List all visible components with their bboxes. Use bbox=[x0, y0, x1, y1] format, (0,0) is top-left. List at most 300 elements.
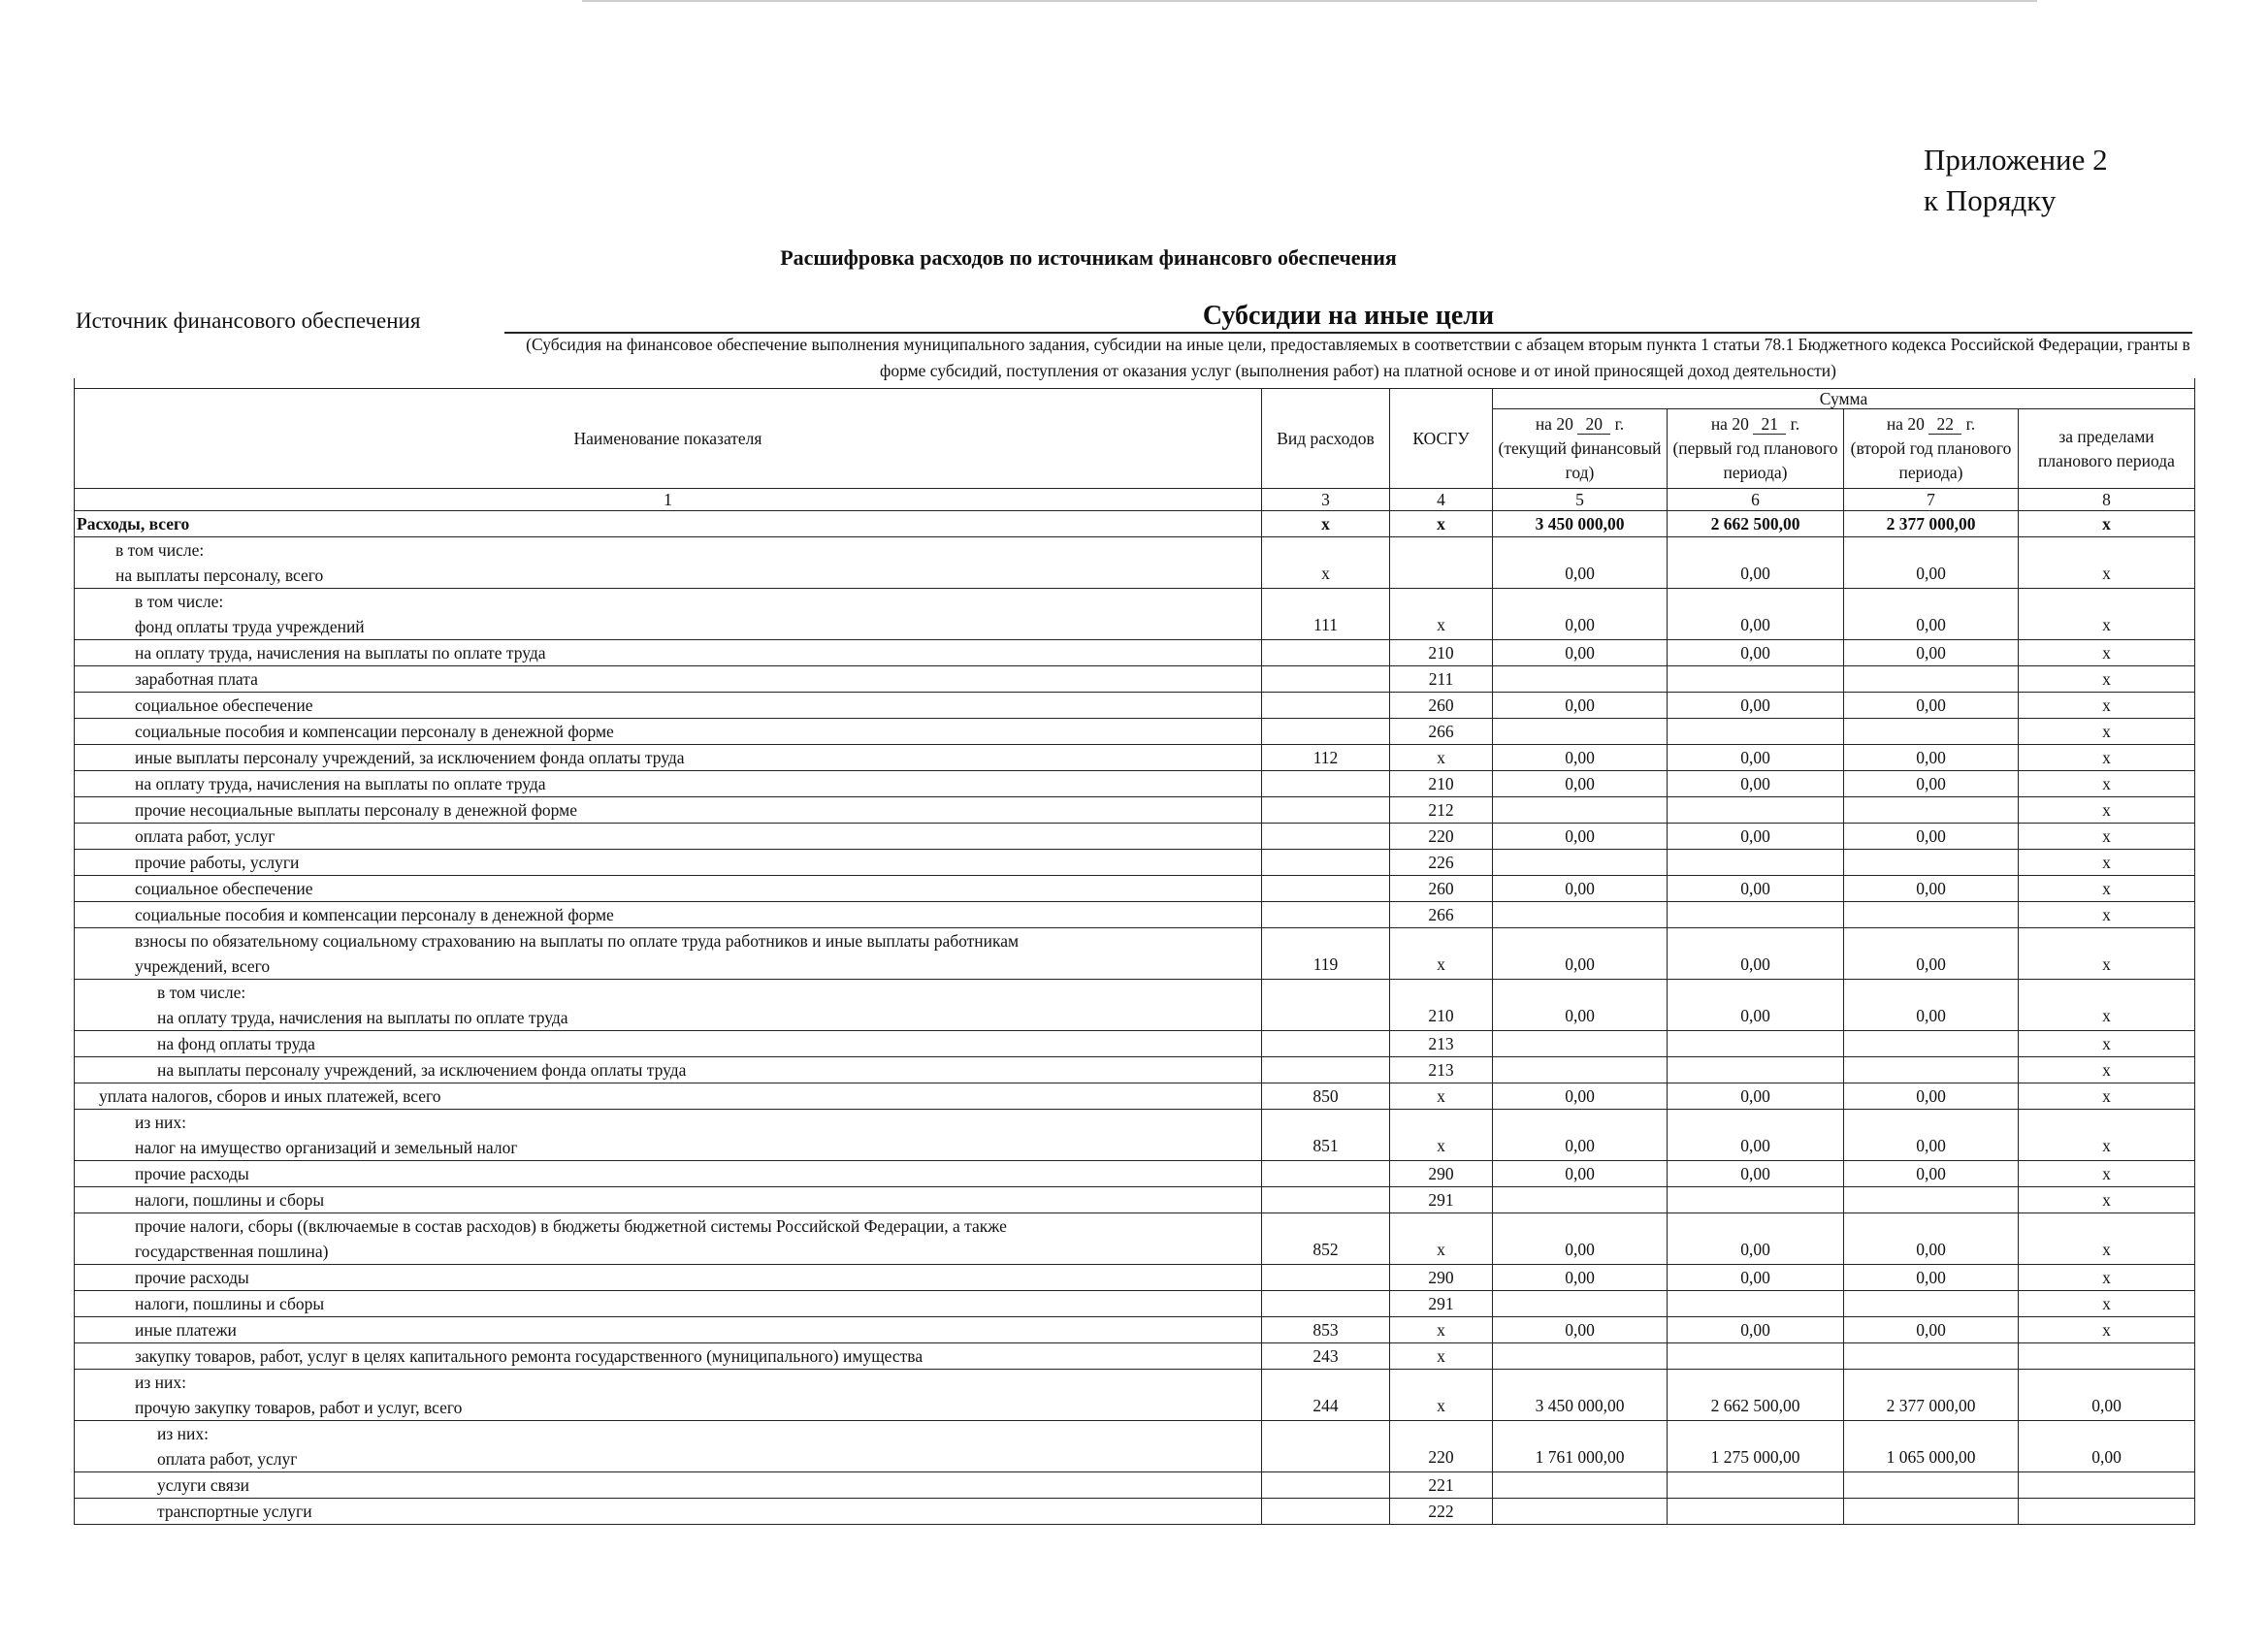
row-s4-cell: x bbox=[2019, 1265, 2195, 1291]
expenses-table bbox=[74, 378, 2195, 1525]
table-row bbox=[75, 1472, 2195, 1499]
row-name-cell bbox=[75, 1291, 1262, 1317]
row-s4-cell: 0,00 bbox=[2019, 1421, 2195, 1472]
row-s4-cell: x bbox=[2019, 589, 2195, 640]
col-number: 8 bbox=[2019, 489, 2195, 511]
table-row bbox=[75, 1343, 2195, 1370]
table-row bbox=[75, 928, 2195, 980]
appendix-line-2: к Порядку bbox=[1924, 183, 2057, 217]
table-row bbox=[75, 850, 2195, 876]
row-name: налоги, пошлины и сборы bbox=[135, 1294, 325, 1313]
row-name: оплата работ, услуг bbox=[157, 1449, 298, 1469]
row-name-cell bbox=[75, 1499, 1262, 1525]
row-name: налог на имущество организаций и земельный налог bbox=[135, 1138, 518, 1157]
row-s4-cell: x bbox=[2019, 771, 2195, 797]
row-pre-label: в том числе: bbox=[115, 540, 205, 560]
row-s3-cell: 0,00 bbox=[1844, 693, 2019, 719]
funding-source-label: Источник финансового обеспечения bbox=[76, 308, 421, 333]
row-s4-cell: x bbox=[2019, 1031, 2195, 1057]
header-number-row bbox=[75, 489, 2195, 511]
row-kosgu-cell bbox=[1390, 537, 1493, 589]
row-name-cell bbox=[75, 824, 1262, 850]
row-s4-cell: x bbox=[2019, 876, 2195, 902]
row-name-cell bbox=[75, 719, 1262, 745]
row-vid-cell bbox=[1262, 1187, 1390, 1213]
row-vid-cell bbox=[1262, 1291, 1390, 1317]
row-s2-cell bbox=[1668, 1031, 1844, 1057]
row-name-cell bbox=[75, 511, 1262, 537]
row-name-cell bbox=[75, 928, 1262, 980]
row-name: уплата налогов, сборов и иных платежей, всего bbox=[99, 1086, 441, 1106]
row-s1-cell: 1 761 000,00 bbox=[1493, 1421, 1668, 1472]
row-vid-cell: 111 bbox=[1262, 589, 1390, 640]
row-s4-cell bbox=[2019, 1499, 2195, 1525]
row-s2-cell bbox=[1668, 850, 1844, 876]
row-name-cell bbox=[75, 1421, 1262, 1472]
row-kosgu-cell: 220 bbox=[1390, 824, 1493, 850]
row-vid-cell: 243 bbox=[1262, 1343, 1390, 1370]
row-s1-cell: 0,00 bbox=[1493, 537, 1668, 589]
appendix-line-1: Приложение 2 bbox=[1924, 143, 2108, 177]
row-name-cell bbox=[75, 666, 1262, 693]
row-s1-cell bbox=[1493, 666, 1668, 693]
row-vid-cell: 850 bbox=[1262, 1083, 1390, 1110]
row-s2-cell bbox=[1668, 797, 1844, 824]
row-s1-cell: 0,00 bbox=[1493, 589, 1668, 640]
scan-edge-line bbox=[582, 0, 2037, 2]
row-name-cell bbox=[75, 850, 1262, 876]
col-number: 3 bbox=[1262, 489, 1390, 511]
row-name-cell bbox=[75, 1057, 1262, 1083]
row-s3-cell: 2 377 000,00 bbox=[1844, 511, 2019, 537]
row-s2-cell bbox=[1668, 1187, 1844, 1213]
row-name: услуги связи bbox=[157, 1475, 250, 1495]
row-s1-cell bbox=[1493, 1187, 1668, 1213]
row-s3-cell bbox=[1844, 850, 2019, 876]
row-s2-cell: 0,00 bbox=[1668, 1213, 1844, 1265]
row-name-cell bbox=[75, 537, 1262, 589]
col-number: 1 bbox=[75, 489, 1262, 511]
row-s1-cell bbox=[1493, 1499, 1668, 1525]
row-kosgu-cell: x bbox=[1390, 1317, 1493, 1343]
row-name-cell bbox=[75, 771, 1262, 797]
row-vid-cell bbox=[1262, 797, 1390, 824]
row-s3-cell bbox=[1844, 902, 2019, 928]
row-vid-cell bbox=[1262, 771, 1390, 797]
funding-source-note: (Субсидия на финансовое обеспечение выполнения муниципального задания, субсидии на иные цели, предоставляемых в соответствии с абзацем вторым пункта 1 статьи 78.1 Бюджетного кодекса Российской Федерации, гранты в форме субсидий, поступления от оказания услуг (выполнения работ) на платной основе и от иной приносящей доход деятельности) bbox=[526, 335, 2190, 380]
row-s1-cell: 0,00 bbox=[1493, 980, 1668, 1031]
col-header-year-2 bbox=[1668, 409, 1844, 489]
col-header-year-1 bbox=[1493, 409, 1668, 489]
row-s3-cell: 0,00 bbox=[1844, 640, 2019, 666]
row-name: закупку товаров, работ, услуг в целях капитального ремонта государственного (муниципального) имущества bbox=[135, 1346, 923, 1366]
row-s1-cell: 0,00 bbox=[1493, 640, 1668, 666]
col-header-sum: Сумма bbox=[1493, 389, 2195, 409]
row-name-cell bbox=[75, 876, 1262, 902]
row-name: учреждений, всего bbox=[135, 956, 271, 976]
row-name-cell bbox=[75, 1213, 1262, 1265]
row-s1-cell bbox=[1493, 1031, 1668, 1057]
appendix-label bbox=[1924, 140, 2108, 221]
row-kosgu-cell: 210 bbox=[1390, 771, 1493, 797]
row-vid-cell bbox=[1262, 1031, 1390, 1057]
row-vid-cell bbox=[1262, 1265, 1390, 1291]
year-3-note: (второй год планового периода) bbox=[1850, 438, 2012, 482]
row-name: на выплаты персоналу учреждений, за исключением фонда оплаты труда bbox=[157, 1060, 687, 1080]
col-header-beyond: за пределами планового периода bbox=[2019, 409, 2195, 489]
row-name: фонд оплаты труда учреждений bbox=[135, 617, 365, 636]
row-name: на оплату труда, начисления на выплаты по оплате труда bbox=[157, 1008, 568, 1027]
row-s4-cell: x bbox=[2019, 537, 2195, 589]
table-row bbox=[75, 1370, 2195, 1421]
row-s3-cell: 0,00 bbox=[1844, 771, 2019, 797]
row-kosgu-cell: 226 bbox=[1390, 850, 1493, 876]
row-name: транспортные услуги bbox=[157, 1502, 312, 1521]
row-kosgu-cell: 220 bbox=[1390, 1421, 1493, 1472]
row-name: социальные пособия и компенсации персоналу в денежной форме bbox=[135, 722, 614, 741]
row-kosgu-cell: 291 bbox=[1390, 1291, 1493, 1317]
row-s2-cell bbox=[1668, 1472, 1844, 1499]
row-s2-cell: 0,00 bbox=[1668, 589, 1844, 640]
row-name-cell bbox=[75, 1370, 1262, 1421]
year-2-prefix: на 20 bbox=[1710, 414, 1749, 434]
row-s3-cell bbox=[1844, 797, 2019, 824]
row-name: социальные пособия и компенсации персоналу в денежной форме bbox=[135, 905, 614, 924]
row-s1-cell: 0,00 bbox=[1493, 928, 1668, 980]
year-1-value: 20 bbox=[1577, 414, 1610, 435]
row-s1-cell: 0,00 bbox=[1493, 1265, 1668, 1291]
row-name-cell bbox=[75, 745, 1262, 771]
row-vid-cell: 852 bbox=[1262, 1213, 1390, 1265]
row-name-cell bbox=[75, 640, 1262, 666]
row-name: Расходы, всего bbox=[77, 514, 190, 534]
row-vid-cell bbox=[1262, 1421, 1390, 1472]
row-s1-cell: 0,00 bbox=[1493, 1110, 1668, 1161]
row-s2-cell: 0,00 bbox=[1668, 1265, 1844, 1291]
table-row bbox=[75, 589, 2195, 640]
col-number: 4 bbox=[1390, 489, 1493, 511]
row-s2-cell: 0,00 bbox=[1668, 1317, 1844, 1343]
row-s2-cell: 0,00 bbox=[1668, 1161, 1844, 1187]
table-row bbox=[75, 511, 2195, 537]
row-s4-cell: x bbox=[2019, 1317, 2195, 1343]
row-s3-cell bbox=[1844, 1291, 2019, 1317]
row-vid-cell bbox=[1262, 902, 1390, 928]
row-s2-cell bbox=[1668, 902, 1844, 928]
year-1-prefix: на 20 bbox=[1535, 414, 1573, 434]
col-header-kosgu: КОСГУ bbox=[1390, 389, 1493, 489]
table-row bbox=[75, 1161, 2195, 1187]
col-header-name: Наименование показателя bbox=[75, 389, 1262, 489]
row-pre-label: из них: bbox=[157, 1424, 209, 1443]
row-name: социальное обеспечение bbox=[135, 695, 313, 715]
row-s4-cell: x bbox=[2019, 980, 2195, 1031]
row-kosgu-cell: 291 bbox=[1390, 1187, 1493, 1213]
col-number: 7 bbox=[1844, 489, 2019, 511]
row-vid-cell bbox=[1262, 824, 1390, 850]
row-s3-cell bbox=[1844, 1031, 2019, 1057]
row-s4-cell: x bbox=[2019, 928, 2195, 980]
row-name-cell bbox=[75, 1265, 1262, 1291]
row-s2-cell: 0,00 bbox=[1668, 824, 1844, 850]
row-s3-cell bbox=[1844, 1187, 2019, 1213]
row-kosgu-cell: x bbox=[1390, 1343, 1493, 1370]
year-3-value: 22 bbox=[1928, 414, 1961, 435]
table-row bbox=[75, 980, 2195, 1031]
table-row bbox=[75, 1110, 2195, 1161]
row-s1-cell: 0,00 bbox=[1493, 771, 1668, 797]
row-pre-label: из них: bbox=[135, 1373, 186, 1392]
row-s3-cell: 0,00 bbox=[1844, 1161, 2019, 1187]
row-name: на оплату труда, начисления на выплаты по оплате труда bbox=[135, 643, 546, 663]
row-s4-cell: x bbox=[2019, 719, 2195, 745]
document-title bbox=[0, 245, 2268, 271]
row-s3-cell: 0,00 bbox=[1844, 589, 2019, 640]
row-s2-cell bbox=[1668, 1057, 1844, 1083]
row-s4-cell: x bbox=[2019, 824, 2195, 850]
row-s3-cell: 1 065 000,00 bbox=[1844, 1421, 2019, 1472]
document-title-text: Расшифровка расходов по источникам финансовго обеспечения bbox=[780, 245, 1397, 270]
row-s2-cell bbox=[1668, 1499, 1844, 1525]
row-s1-cell bbox=[1493, 1343, 1668, 1370]
row-pre-label: взносы по обязательному социальному страхованию на выплаты по оплате труда работников и иные выплаты работникам bbox=[135, 931, 1020, 951]
row-s4-cell: x bbox=[2019, 511, 2195, 537]
row-s4-cell: x bbox=[2019, 1057, 2195, 1083]
row-s2-cell: 2 662 500,00 bbox=[1668, 511, 1844, 537]
row-s1-cell bbox=[1493, 1472, 1668, 1499]
table-row bbox=[75, 1265, 2195, 1291]
row-name: социальное обеспечение bbox=[135, 879, 313, 898]
row-vid-cell bbox=[1262, 850, 1390, 876]
row-kosgu-cell: x bbox=[1390, 1083, 1493, 1110]
col-header-vid: Вид расходов bbox=[1262, 389, 1390, 489]
table-row bbox=[75, 1187, 2195, 1213]
row-kosgu-cell: 211 bbox=[1390, 666, 1493, 693]
row-name: заработная плата bbox=[135, 669, 258, 689]
row-s4-cell: x bbox=[2019, 640, 2195, 666]
row-name-cell bbox=[75, 902, 1262, 928]
row-s3-cell: 0,00 bbox=[1844, 928, 2019, 980]
row-s1-cell: 0,00 bbox=[1493, 1213, 1668, 1265]
row-s3-cell: 0,00 bbox=[1844, 537, 2019, 589]
row-name: иные выплаты персоналу учреждений, за исключением фонда оплаты труда bbox=[135, 748, 685, 767]
row-s2-cell bbox=[1668, 1343, 1844, 1370]
row-kosgu-cell: 266 bbox=[1390, 902, 1493, 928]
row-s3-cell: 2 377 000,00 bbox=[1844, 1370, 2019, 1421]
table-row bbox=[75, 1083, 2195, 1110]
col-header-year-3 bbox=[1844, 409, 2019, 489]
row-s4-cell: x bbox=[2019, 1187, 2195, 1213]
expenses-table-wrap bbox=[74, 378, 2195, 1525]
row-s3-cell bbox=[1844, 1472, 2019, 1499]
row-s3-cell bbox=[1844, 1343, 2019, 1370]
row-s3-cell: 0,00 bbox=[1844, 824, 2019, 850]
row-s1-cell: 0,00 bbox=[1493, 693, 1668, 719]
row-name-cell bbox=[75, 1317, 1262, 1343]
table-row bbox=[75, 1057, 2195, 1083]
row-vid-cell: 112 bbox=[1262, 745, 1390, 771]
row-s4-cell: x bbox=[2019, 666, 2195, 693]
row-s1-cell: 0,00 bbox=[1493, 745, 1668, 771]
row-s2-cell: 0,00 bbox=[1668, 745, 1844, 771]
row-kosgu-cell: 212 bbox=[1390, 797, 1493, 824]
year-3-suffix: г. bbox=[1965, 414, 1976, 434]
row-s2-cell bbox=[1668, 719, 1844, 745]
row-vid-cell bbox=[1262, 719, 1390, 745]
row-s3-cell bbox=[1844, 1499, 2019, 1525]
row-pre-label: в том числе: bbox=[135, 592, 224, 611]
table-row bbox=[75, 719, 2195, 745]
row-s2-cell bbox=[1668, 666, 1844, 693]
row-s4-cell: x bbox=[2019, 693, 2195, 719]
row-kosgu-cell: x bbox=[1390, 1110, 1493, 1161]
row-vid-cell bbox=[1262, 980, 1390, 1031]
row-name-cell bbox=[75, 1343, 1262, 1370]
row-name-cell bbox=[75, 1161, 1262, 1187]
row-s1-cell: 0,00 bbox=[1493, 1317, 1668, 1343]
row-name: прочие несоциальные выплаты персоналу в денежной форме bbox=[135, 800, 577, 820]
row-name-cell bbox=[75, 1472, 1262, 1499]
row-kosgu-cell: 260 bbox=[1390, 876, 1493, 902]
row-kosgu-cell: x bbox=[1390, 1213, 1493, 1265]
row-s2-cell: 1 275 000,00 bbox=[1668, 1421, 1844, 1472]
row-s1-cell bbox=[1493, 797, 1668, 824]
row-s3-cell: 0,00 bbox=[1844, 1083, 2019, 1110]
table-row bbox=[75, 1291, 2195, 1317]
row-s3-cell: 0,00 bbox=[1844, 1110, 2019, 1161]
table-row bbox=[75, 797, 2195, 824]
row-s4-cell: x bbox=[2019, 745, 2195, 771]
row-s4-cell: x bbox=[2019, 902, 2195, 928]
row-vid-cell: 244 bbox=[1262, 1370, 1390, 1421]
row-name: налоги, пошлины и сборы bbox=[135, 1190, 325, 1210]
row-s1-cell: 3 450 000,00 bbox=[1493, 511, 1668, 537]
row-vid-cell bbox=[1262, 640, 1390, 666]
row-name: иные платежи bbox=[135, 1320, 237, 1340]
row-s2-cell: 0,00 bbox=[1668, 640, 1844, 666]
row-s1-cell bbox=[1493, 902, 1668, 928]
row-kosgu-cell: 266 bbox=[1390, 719, 1493, 745]
col-number: 5 bbox=[1493, 489, 1668, 511]
header-spacer-row bbox=[75, 378, 2195, 389]
table-row bbox=[75, 876, 2195, 902]
row-vid-cell: x bbox=[1262, 511, 1390, 537]
row-kosgu-cell: x bbox=[1390, 745, 1493, 771]
row-s4-cell bbox=[2019, 1343, 2195, 1370]
row-s2-cell: 0,00 bbox=[1668, 771, 1844, 797]
header-row-1 bbox=[75, 389, 2195, 409]
row-name: на оплату труда, начисления на выплаты по оплате труда bbox=[135, 774, 546, 793]
table-row bbox=[75, 537, 2195, 589]
row-s3-cell: 0,00 bbox=[1844, 1265, 2019, 1291]
row-s3-cell: 0,00 bbox=[1844, 1317, 2019, 1343]
row-pre-label: в том числе: bbox=[157, 983, 246, 1002]
row-s2-cell: 0,00 bbox=[1668, 980, 1844, 1031]
year-1-suffix: г. bbox=[1614, 414, 1625, 434]
row-name: на выплаты персоналу, всего bbox=[115, 566, 324, 585]
table-row bbox=[75, 902, 2195, 928]
row-vid-cell bbox=[1262, 693, 1390, 719]
row-s3-cell bbox=[1844, 719, 2019, 745]
row-name-cell bbox=[75, 589, 1262, 640]
row-s1-cell bbox=[1493, 1291, 1668, 1317]
row-name: оплата работ, услуг bbox=[135, 826, 275, 846]
row-vid-cell: 853 bbox=[1262, 1317, 1390, 1343]
col-number: 6 bbox=[1668, 489, 1844, 511]
row-name: прочие расходы bbox=[135, 1164, 249, 1183]
row-vid-cell: 851 bbox=[1262, 1110, 1390, 1161]
row-s1-cell: 3 450 000,00 bbox=[1493, 1370, 1668, 1421]
row-s1-cell: 0,00 bbox=[1493, 1161, 1668, 1187]
row-s4-cell: x bbox=[2019, 797, 2195, 824]
row-s3-cell bbox=[1844, 666, 2019, 693]
row-kosgu-cell: 210 bbox=[1390, 980, 1493, 1031]
table-row bbox=[75, 1213, 2195, 1265]
row-name: прочую закупку товаров, работ и услуг, всего bbox=[135, 1398, 463, 1417]
row-kosgu-cell: 290 bbox=[1390, 1161, 1493, 1187]
row-s2-cell: 0,00 bbox=[1668, 928, 1844, 980]
year-2-value: 21 bbox=[1753, 414, 1786, 435]
row-s1-cell: 0,00 bbox=[1493, 876, 1668, 902]
row-s4-cell: x bbox=[2019, 1161, 2195, 1187]
year-2-note: (первый год планового периода) bbox=[1672, 438, 1838, 482]
row-s3-cell: 0,00 bbox=[1844, 876, 2019, 902]
table-row bbox=[75, 666, 2195, 693]
table-row bbox=[75, 1421, 2195, 1472]
row-s4-cell: x bbox=[2019, 1083, 2195, 1110]
row-s3-cell: 0,00 bbox=[1844, 1213, 2019, 1265]
row-kosgu-cell: 213 bbox=[1390, 1031, 1493, 1057]
row-vid-cell bbox=[1262, 666, 1390, 693]
row-kosgu-cell: 210 bbox=[1390, 640, 1493, 666]
row-s2-cell: 0,00 bbox=[1668, 537, 1844, 589]
row-kosgu-cell: x bbox=[1390, 928, 1493, 980]
table-row bbox=[75, 1499, 2195, 1525]
row-kosgu-cell: 221 bbox=[1390, 1472, 1493, 1499]
row-s4-cell: 0,00 bbox=[2019, 1370, 2195, 1421]
row-name-cell bbox=[75, 1187, 1262, 1213]
row-vid-cell: 119 bbox=[1262, 928, 1390, 980]
row-vid-cell bbox=[1262, 1499, 1390, 1525]
row-s1-cell bbox=[1493, 719, 1668, 745]
row-kosgu-cell: 222 bbox=[1390, 1499, 1493, 1525]
table-row bbox=[75, 824, 2195, 850]
row-vid-cell bbox=[1262, 1057, 1390, 1083]
row-s2-cell: 2 662 500,00 bbox=[1668, 1370, 1844, 1421]
row-kosgu-cell: x bbox=[1390, 1370, 1493, 1421]
row-s3-cell bbox=[1844, 1057, 2019, 1083]
table-row bbox=[75, 745, 2195, 771]
funding-source-value: Субсидии на иные цели bbox=[504, 301, 2192, 334]
row-vid-cell bbox=[1262, 876, 1390, 902]
year-1-note: (текущий финансовый год) bbox=[1498, 438, 1662, 482]
row-vid-cell: x bbox=[1262, 537, 1390, 589]
row-name: на фонд оплаты труда bbox=[157, 1034, 315, 1053]
table-row bbox=[75, 640, 2195, 666]
table-row bbox=[75, 1317, 2195, 1343]
row-s4-cell: x bbox=[2019, 1213, 2195, 1265]
year-2-suffix: г. bbox=[1790, 414, 1800, 434]
row-s4-cell: x bbox=[2019, 1291, 2195, 1317]
row-s3-cell: 0,00 bbox=[1844, 745, 2019, 771]
row-s2-cell bbox=[1668, 1291, 1844, 1317]
row-vid-cell bbox=[1262, 1472, 1390, 1499]
row-name-cell bbox=[75, 797, 1262, 824]
row-s4-cell: x bbox=[2019, 850, 2195, 876]
year-3-prefix: на 20 bbox=[1886, 414, 1925, 434]
row-s2-cell: 0,00 bbox=[1668, 1110, 1844, 1161]
row-name-cell bbox=[75, 980, 1262, 1031]
